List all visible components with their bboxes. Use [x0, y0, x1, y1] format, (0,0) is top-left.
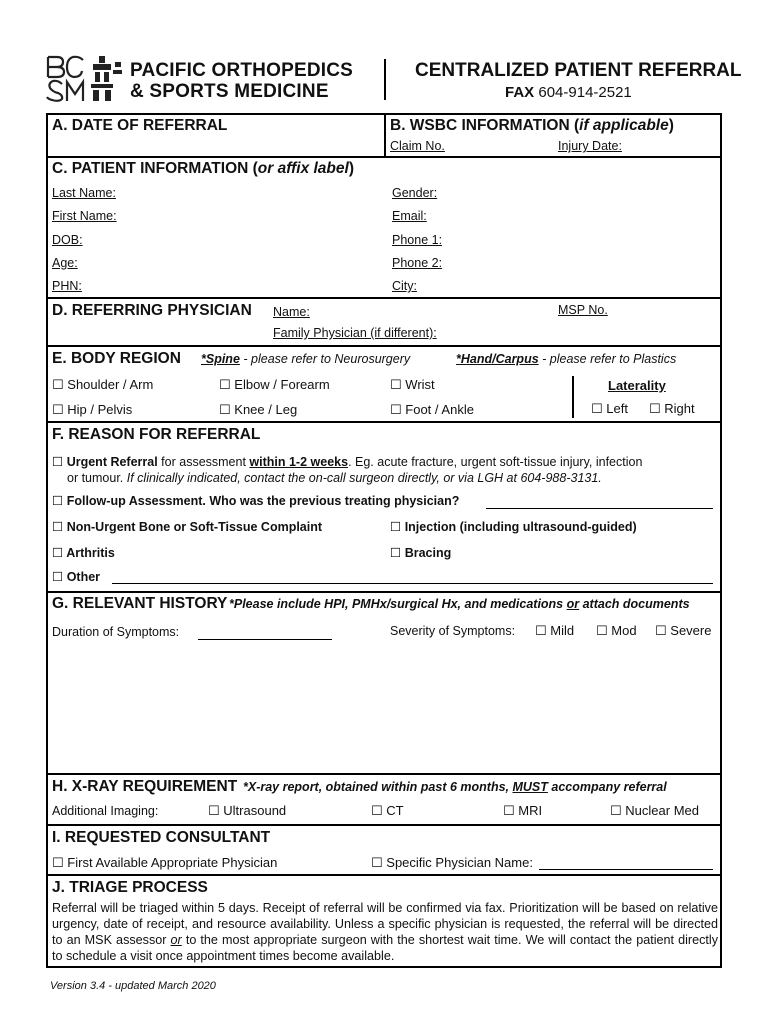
followup-label: Follow-up Assessment. Who was the previous treating physician?	[66, 494, 460, 508]
phone2-field[interactable]: Phone 2:	[392, 256, 443, 270]
duration-label: Duration of Symptoms:	[52, 625, 180, 639]
email-field[interactable]: Email:	[392, 209, 427, 223]
urgent-line2	[67, 471, 602, 485]
checkbox-icon: ☐	[52, 494, 64, 508]
checkbox-icon: ☐	[596, 623, 608, 638]
claim-no-field[interactable]: Claim No.	[390, 139, 445, 153]
checkbox-icon: ☐	[52, 546, 64, 560]
xray-note-b: accompany referral	[547, 780, 667, 794]
section-b-title-italic: if applicable	[579, 117, 669, 134]
history-note-b: attach documents	[579, 597, 690, 611]
checkbox-icon: ☐	[535, 623, 547, 638]
org-name-line1: PACIFIC ORTHOPEDICS	[130, 60, 354, 81]
section-a-title: A. DATE OF REFERRAL	[52, 117, 228, 134]
checkbox-icon: ☐	[591, 401, 603, 416]
family-physician-field[interactable]: Family Physician (if different):	[273, 326, 437, 340]
hand-note-rest: - please refer to Plastics	[538, 352, 677, 366]
section-i-title: I. REQUESTED CONSULTANT	[52, 829, 271, 846]
region-foot-checkbox[interactable]	[390, 402, 474, 418]
form-title: CENTRALIZED PATIENT REFERRAL	[415, 60, 742, 81]
last-name-field[interactable]: Last Name:	[52, 186, 116, 200]
urgent-line2a: or tumour.	[67, 471, 127, 485]
urgent-label: Urgent Referral	[66, 455, 158, 469]
org-name-line2: & SPORTS MEDICINE	[130, 81, 329, 102]
pos-logo-icon	[45, 54, 125, 102]
history-note-a: *Please include HPI, PMHx/surgical Hx, and medications	[229, 597, 567, 611]
fax-line	[505, 84, 632, 101]
severity-severe-label: Severe	[670, 623, 712, 638]
checkbox-icon: ☐	[208, 803, 220, 818]
checkbox-icon: ☐	[655, 623, 667, 638]
header-divider	[384, 59, 386, 100]
triage-text-a: Referral will be triaged within 5 days. Receipt of referral will be confirmed via fax. Prioritization will be based on relative urgency, date of receipt, and resource availability. Unless a specific physician is requested, the referral will be directed to an MSK assessor	[52, 901, 718, 947]
fax-label: FAX	[505, 84, 535, 101]
xray-note	[243, 780, 667, 794]
physician-name-field[interactable]: Name:	[273, 305, 310, 319]
imaging-nuclear-checkbox[interactable]	[610, 803, 699, 819]
followup-checkbox[interactable]	[52, 493, 459, 508]
section-c-title-text: C. PATIENT INFORMATION (	[52, 160, 258, 177]
version-note: Version 3.4 - updated March 2020	[50, 980, 216, 992]
city-field[interactable]: City:	[392, 279, 417, 293]
phn-field[interactable]: PHN:	[52, 279, 82, 293]
gender-field[interactable]: Gender:	[392, 186, 438, 200]
section-c-title	[52, 160, 354, 178]
checkbox-icon: ☐	[371, 803, 383, 818]
imaging-ultrasound-checkbox[interactable]	[208, 803, 286, 819]
laterality-left-checkbox[interactable]	[591, 401, 628, 417]
region-foot-label: Foot / Ankle	[405, 402, 474, 417]
imaging-label: Additional Imaging:	[52, 804, 159, 818]
checkbox-icon: ☐	[503, 803, 515, 818]
msp-no-field[interactable]: MSP No.	[558, 303, 608, 317]
checkbox-icon: ☐	[52, 455, 64, 469]
severity-mod-checkbox[interactable]	[596, 623, 637, 639]
bracing-checkbox[interactable]	[390, 545, 451, 560]
checkbox-icon: ☐	[371, 855, 383, 870]
region-wrist-label: Wrist	[405, 377, 435, 392]
section-b-title-text: B. WSBC INFORMATION (	[390, 117, 580, 134]
section-c-title-italic: or affix label	[257, 160, 349, 177]
history-textarea[interactable]	[50, 645, 718, 773]
specific-physician-checkbox[interactable]	[371, 855, 533, 871]
checkbox-icon: ☐	[219, 402, 231, 417]
injection-checkbox[interactable]	[390, 519, 637, 534]
region-shoulder-label: Shoulder / Arm	[67, 377, 154, 392]
severity-label: Severity of Symptoms:	[390, 624, 516, 638]
previous-physician-line[interactable]	[486, 508, 713, 509]
laterality-left-label: Left	[606, 401, 628, 416]
nonurgent-checkbox[interactable]	[52, 519, 322, 534]
triage-text-or: or	[170, 933, 182, 947]
nonurgent-label: Non-Urgent Bone or Soft-Tissue Complaint	[66, 520, 323, 534]
xray-note-a: *X-ray report, obtained within past 6 months,	[243, 780, 513, 794]
first-available-label: First Available Appropriate Physician	[67, 855, 278, 870]
arthritis-label: Arthritis	[66, 546, 115, 560]
specific-physician-label: Specific Physician Name:	[386, 855, 533, 870]
other-checkbox[interactable]	[52, 569, 100, 584]
history-note	[229, 597, 690, 611]
history-note-or: or	[566, 597, 580, 611]
checkbox-icon: ☐	[52, 377, 64, 392]
checkbox-icon: ☐	[52, 570, 64, 584]
section-h-title: H. X-RAY REQUIREMENT	[52, 778, 238, 795]
hand-note	[456, 352, 676, 366]
imaging-nuclear-label: Nuclear Med	[625, 803, 699, 818]
a-b-divider	[384, 113, 386, 158]
laterality-right-checkbox[interactable]	[649, 401, 695, 417]
logo	[45, 54, 125, 102]
other-label: Other	[66, 570, 101, 584]
imaging-ultrasound-label: Ultrasound	[223, 803, 287, 818]
injection-label: Injection (including ultrasound-guided)	[404, 520, 637, 534]
triage-text-b: to the most appropriate surgeon with the shortest wait time. We will contact the patient directly to schedule a visit once appointment times become available.	[52, 933, 718, 963]
region-wrist-checkbox[interactable]	[390, 377, 435, 393]
laterality-label: Laterality	[608, 378, 666, 393]
urgent-text1: for assessment	[157, 455, 250, 469]
urgent-text2: . Eg. acute fracture, urgent soft-tissue injury, infection	[348, 455, 643, 469]
spine-note-rest: - please refer to Neurosurgery	[239, 352, 411, 366]
checkbox-icon: ☐	[390, 377, 402, 392]
urgent-within: within 1-2 weeks	[249, 455, 349, 469]
age-field[interactable]: Age:	[52, 256, 78, 270]
checkbox-icon: ☐	[52, 402, 64, 417]
imaging-mri-label: MRI	[518, 803, 543, 818]
checkbox-icon: ☐	[390, 402, 402, 417]
checkbox-icon: ☐	[390, 546, 402, 560]
section-f-title: F. REASON FOR REFERRAL	[52, 426, 261, 443]
first-available-checkbox[interactable]	[52, 855, 277, 871]
other-line[interactable]	[112, 583, 713, 584]
checkbox-icon: ☐	[219, 377, 231, 392]
phone1-field[interactable]: Phone 1:	[392, 233, 443, 247]
section-j-title: J. TRIAGE PROCESS	[52, 879, 208, 896]
first-name-field[interactable]: First Name:	[52, 209, 117, 223]
urgent-line2b: If clinically indicated, contact the on-call surgeon directly, or via LGH at 604-988-3131.	[126, 471, 602, 485]
hand-note-bold: *Hand/Carpus	[456, 352, 539, 366]
spine-note-bold: *Spine	[201, 352, 240, 366]
specific-physician-line[interactable]	[539, 869, 713, 870]
xray-note-must: MUST	[512, 780, 548, 794]
dob-field[interactable]: DOB:	[52, 233, 83, 247]
region-hip-checkbox[interactable]	[52, 402, 132, 418]
region-shoulder-checkbox[interactable]	[52, 377, 153, 393]
region-knee-label: Knee / Leg	[234, 402, 298, 417]
section-c-title-end: )	[348, 160, 354, 177]
checkbox-icon: ☐	[52, 855, 64, 870]
checkbox-icon: ☐	[52, 520, 64, 534]
section-b-title	[390, 117, 674, 135]
severity-mild-label: Mild	[550, 623, 575, 638]
imaging-ct-checkbox[interactable]	[371, 803, 404, 819]
region-hip-label: Hip / Pelvis	[67, 402, 133, 417]
section-e-title: E. BODY REGION	[52, 350, 181, 367]
severity-severe-checkbox[interactable]	[655, 623, 711, 639]
triage-text	[52, 900, 718, 964]
region-knee-checkbox[interactable]	[219, 402, 297, 418]
spine-note	[201, 352, 410, 366]
imaging-mri-checkbox[interactable]	[503, 803, 542, 819]
laterality-divider	[572, 376, 574, 418]
injury-date-field[interactable]: Injury Date:	[558, 139, 622, 153]
arthritis-checkbox[interactable]	[52, 545, 115, 560]
duration-line[interactable]	[198, 639, 332, 640]
org-name	[130, 60, 353, 102]
section-b-title-end: )	[668, 117, 674, 134]
region-elbow-label: Elbow / Forearm	[234, 377, 330, 392]
urgent-referral-checkbox[interactable]	[52, 454, 642, 469]
fax-number: 604-914-2521	[538, 84, 632, 101]
region-elbow-checkbox[interactable]	[219, 377, 330, 393]
laterality-right-label: Right	[664, 401, 695, 416]
bracing-label: Bracing	[404, 546, 452, 560]
checkbox-icon: ☐	[390, 520, 402, 534]
section-d-title: D. REFERRING PHYSICIAN	[52, 302, 252, 319]
section-g-title: G. RELEVANT HISTORY	[52, 595, 228, 612]
severity-mod-label: Mod	[611, 623, 637, 638]
severity-mild-checkbox[interactable]	[535, 623, 574, 639]
imaging-ct-label: CT	[386, 803, 404, 818]
checkbox-icon: ☐	[649, 401, 661, 416]
checkbox-icon: ☐	[610, 803, 622, 818]
